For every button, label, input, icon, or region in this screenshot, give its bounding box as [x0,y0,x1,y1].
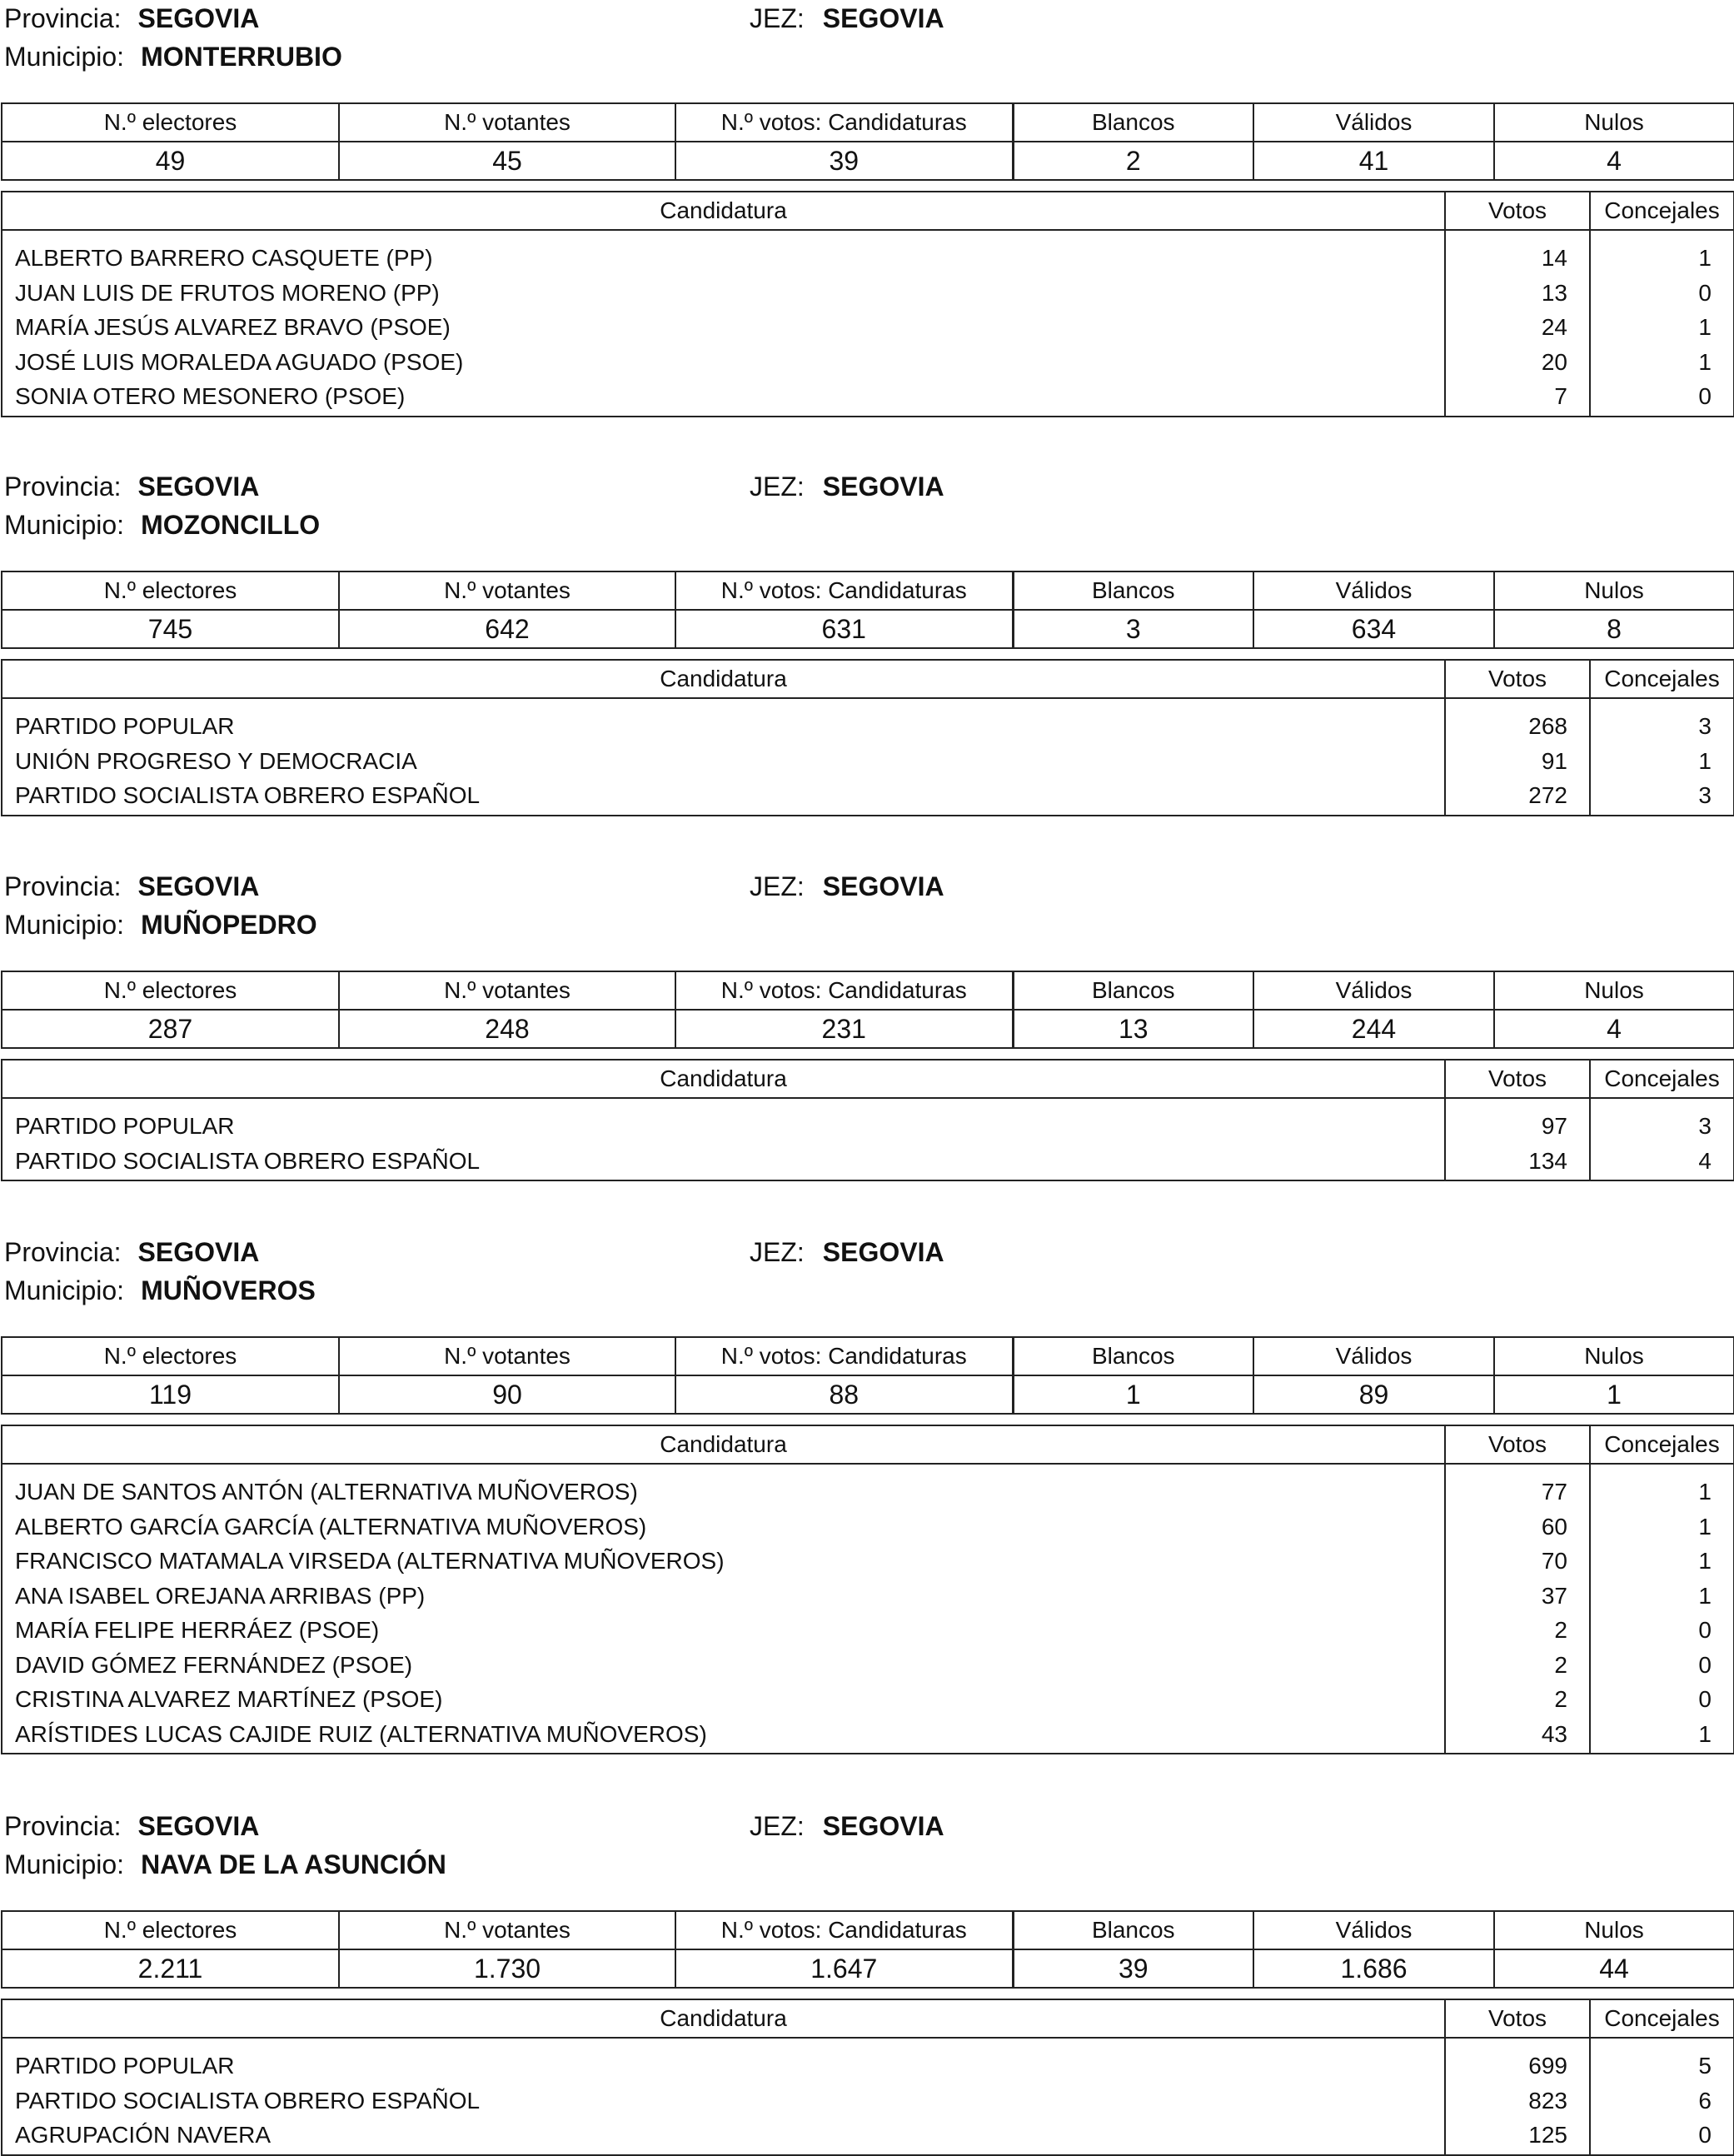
blancos-header: Blancos [1013,971,1253,1010]
votos-candidaturas-header: N.º votos: Candidaturas [675,103,1013,142]
candidate-concejales: 1 [1698,314,1712,340]
jez-line [750,1810,944,1842]
candidate-concejales: 0 [1698,279,1712,306]
municipio-value: MOZONCILLO [141,510,321,540]
electores-value: 287 [2,1010,339,1048]
votos-candidaturas-value: 39 [675,142,1013,180]
nulos-value: 44 [1494,1949,1734,1988]
stats-table [1,1336,1734,1415]
candidate-name: SONIA OTERO MESONERO (PSOE) [15,383,406,409]
nulos-header: Nulos [1494,1911,1734,1949]
candidate-concejales-cell [1590,1098,1734,1180]
nulos-value: 4 [1494,142,1734,180]
nulos-header: Nulos [1494,103,1734,142]
candidates-body-row [2,1464,1734,1754]
candidate-name: PARTIDO POPULAR [15,2053,235,2079]
candidate-name: FRANCISCO MATAMALA VIRSEDA (ALTERNATIVA MUÑOVEROS) [15,1548,725,1574]
votos-candidaturas-header: N.º votos: Candidaturas [675,571,1013,610]
candidate-name: MARÍA JESÚS ALVAREZ BRAVO (PSOE) [15,314,451,340]
candidates-table [1,191,1734,417]
candidate-name: PARTIDO SOCIALISTA OBRERO ESPAÑOL [15,782,481,808]
candidate-concejales-cell [1590,698,1734,816]
nulos-value: 4 [1494,1010,1734,1048]
validos-header: Válidos [1253,971,1494,1010]
candidate-name: DAVID GÓMEZ FERNÁNDEZ (PSOE) [15,1651,413,1678]
votantes-value: 1.730 [339,1949,675,1988]
jez-label: JEZ: [750,1237,805,1267]
votantes-value: 90 [339,1375,675,1414]
provincia-value: SEGOVIA [137,472,260,502]
validos-value: 244 [1253,1010,1494,1048]
provincia-value: SEGOVIA [137,1811,260,1841]
candidate-concejales: 0 [1698,1686,1712,1712]
candidate-votos: 14 [1541,245,1567,271]
candidate-name: AGRUPACIÓN NAVERA [15,2122,272,2148]
candidates-header-row [2,192,1734,230]
votos-candidaturas-value: 231 [675,1010,1013,1048]
candidate-names-cell [2,698,1445,816]
candidate-names-cell [2,2038,1445,2155]
votos-candidaturas-value: 631 [675,610,1013,648]
votos-header: Votos [1445,1999,1590,2038]
candidate-votos: 7 [1554,383,1567,409]
candidate-concejales-cell [1590,230,1734,417]
municipio-line [4,1849,446,1880]
provincia-line [4,1236,259,1268]
municipio-value: MONTERRUBIO [141,42,342,72]
electores-header: N.º electores [2,1911,339,1949]
candidates-table [1,1999,1734,2156]
municipio-line [4,909,317,941]
candidate-votos: 43 [1541,1720,1567,1747]
candidate-concejales: 1 [1698,1548,1712,1574]
validos-value: 89 [1253,1375,1494,1414]
validos-header: Válidos [1253,103,1494,142]
stats-table [1,102,1734,181]
jez-line [750,1236,944,1268]
candidate-name: MARÍA FELIPE HERRÁEZ (PSOE) [15,1617,380,1643]
electores-value: 2.211 [2,1949,339,1988]
candidate-concejales: 1 [1698,348,1712,375]
candidate-name: PARTIDO SOCIALISTA OBRERO ESPAÑOL [15,1147,481,1174]
candidate-votos: 125 [1528,2122,1567,2148]
candidate-name: JUAN LUIS DE FRUTOS MORENO (PP) [15,279,440,306]
blancos-value: 3 [1013,610,1253,648]
electores-value: 119 [2,1375,339,1414]
votos-header: Votos [1445,1425,1590,1464]
jez-label: JEZ: [750,472,805,502]
votantes-value: 45 [339,142,675,180]
candidate-names-cell [2,1098,1445,1180]
candidate-votos: 134 [1528,1147,1567,1174]
candidate-votos-cell [1445,1464,1590,1754]
candidate-concejales: 5 [1698,2053,1712,2079]
candidates-header-row [2,1425,1734,1464]
provincia-line [4,1810,259,1842]
candidate-votos: 268 [1528,713,1567,739]
electores-header: N.º electores [2,571,339,610]
candidate-votos-cell [1445,698,1590,816]
candidates-body-row [2,1098,1734,1180]
blancos-header: Blancos [1013,103,1253,142]
candidatura-header: Candidatura [2,660,1445,698]
votos-candidaturas-header: N.º votos: Candidaturas [675,971,1013,1010]
nulos-value: 8 [1494,610,1734,648]
municipio-label: Municipio: [4,1275,125,1305]
candidates-header-row [2,660,1734,698]
candidate-concejales: 1 [1698,1582,1712,1609]
stats-table [1,1910,1734,1989]
nulos-value: 1 [1494,1375,1734,1414]
blancos-value: 13 [1013,1010,1253,1048]
candidate-votos: 97 [1541,1113,1567,1139]
votos-candidaturas-header: N.º votos: Candidaturas [675,1911,1013,1949]
jez-value: SEGOVIA [822,3,944,33]
municipio-value: NAVA DE LA ASUNCIÓN [141,1849,446,1879]
candidate-votos-cell [1445,1098,1590,1180]
candidate-votos: 2 [1554,1651,1567,1678]
concejales-header: Concejales [1590,1060,1734,1098]
votantes-value: 248 [339,1010,675,1048]
candidate-votos: 699 [1528,2053,1567,2079]
validos-value: 1.686 [1253,1949,1494,1988]
candidate-names-cell [2,1464,1445,1754]
jez-line [750,871,944,902]
candidate-name: ALBERTO BARRERO CASQUETE (PP) [15,245,433,271]
validos-header: Válidos [1253,1337,1494,1375]
candidate-concejales: 0 [1698,383,1712,409]
jez-label: JEZ: [750,1811,805,1841]
candidate-votos: 2 [1554,1686,1567,1712]
stats-value-row [2,142,1734,180]
electores-value: 745 [2,610,339,648]
candidate-name: PARTIDO POPULAR [15,1113,235,1139]
candidate-votos: 24 [1541,314,1567,340]
jez-value: SEGOVIA [822,1811,944,1841]
votos-candidaturas-value: 1.647 [675,1949,1013,1988]
candidate-votos-cell [1445,230,1590,417]
concejales-header: Concejales [1590,1999,1734,2038]
provincia-label: Provincia: [4,1237,122,1267]
municipio-line [4,41,342,72]
candidate-votos-cell [1445,2038,1590,2155]
candidates-body-row [2,2038,1734,2155]
provincia-value: SEGOVIA [137,3,260,33]
electores-header: N.º electores [2,103,339,142]
municipio-value: MUÑOVEROS [141,1275,316,1305]
votos-header: Votos [1445,660,1590,698]
candidate-concejales-cell [1590,2038,1734,2155]
nulos-header: Nulos [1494,1337,1734,1375]
candidates-header-row [2,1999,1734,2038]
blancos-value: 2 [1013,142,1253,180]
candidate-name: ALBERTO GARCÍA GARCÍA (ALTERNATIVA MUÑOVEROS) [15,1513,647,1540]
stats-table [1,571,1734,649]
candidate-concejales: 0 [1698,2122,1712,2148]
stats-header-row [2,103,1734,142]
candidate-concejales: 3 [1698,1113,1712,1139]
provincia-line [4,471,259,502]
candidate-names-cell [2,230,1445,417]
candidate-concejales: 1 [1698,1720,1712,1747]
municipio-line [4,509,320,541]
candidates-body-row [2,698,1734,816]
votos-candidaturas-value: 88 [675,1375,1013,1414]
candidate-concejales: 0 [1698,1617,1712,1643]
votos-header: Votos [1445,1060,1590,1098]
validos-value: 41 [1253,142,1494,180]
blancos-header: Blancos [1013,571,1253,610]
candidate-name: CRISTINA ALVAREZ MARTÍNEZ (PSOE) [15,1686,443,1712]
municipio-label: Municipio: [4,910,125,940]
votantes-header: N.º votantes [339,103,675,142]
candidate-votos: 2 [1554,1617,1567,1643]
candidate-name: ARÍSTIDES LUCAS CAJIDE RUIZ (ALTERNATIVA MUÑOVEROS) [15,1720,707,1747]
blancos-value: 1 [1013,1375,1253,1414]
candidate-concejales: 0 [1698,1651,1712,1678]
candidates-header-row [2,1060,1734,1098]
provincia-line [4,2,259,34]
nulos-header: Nulos [1494,971,1734,1010]
candidate-votos: 37 [1541,1582,1567,1609]
nulos-header: Nulos [1494,571,1734,610]
candidate-votos: 70 [1541,1548,1567,1574]
votantes-header: N.º votantes [339,571,675,610]
concejales-header: Concejales [1590,192,1734,230]
candidate-concejales-cell [1590,1464,1734,1754]
votantes-header: N.º votantes [339,971,675,1010]
electores-header: N.º electores [2,971,339,1010]
stats-header-row [2,571,1734,610]
provincia-value: SEGOVIA [137,871,260,901]
candidatura-header: Candidatura [2,1425,1445,1464]
provincia-label: Provincia: [4,871,122,901]
candidates-table [1,1059,1734,1181]
stats-header-row [2,971,1734,1010]
validos-value: 634 [1253,610,1494,648]
electores-value: 49 [2,142,339,180]
jez-value: SEGOVIA [822,1237,944,1267]
blancos-header: Blancos [1013,1911,1253,1949]
votantes-header: N.º votantes [339,1337,675,1375]
candidates-table [1,659,1734,816]
candidate-concejales: 3 [1698,782,1712,808]
blancos-header: Blancos [1013,1337,1253,1375]
municipio-value: MUÑOPEDRO [141,910,317,940]
candidate-name: PARTIDO POPULAR [15,713,235,739]
jez-line [750,471,944,502]
municipio-label: Municipio: [4,42,125,72]
municipio-label: Municipio: [4,1849,125,1879]
candidatura-header: Candidatura [2,1999,1445,2038]
jez-label: JEZ: [750,3,805,33]
stats-header-row [2,1911,1734,1949]
electores-header: N.º electores [2,1337,339,1375]
candidate-votos: 20 [1541,348,1567,375]
candidate-concejales: 1 [1698,747,1712,774]
candidate-votos: 77 [1541,1479,1567,1505]
jez-label: JEZ: [750,871,805,901]
stats-table [1,971,1734,1049]
municipio-line [4,1275,316,1306]
provincia-value: SEGOVIA [137,1237,260,1267]
provincia-line [4,871,259,902]
candidate-votos: 272 [1528,782,1567,808]
provincia-label: Provincia: [4,1811,122,1841]
candidate-concejales: 1 [1698,1513,1712,1540]
municipio-label: Municipio: [4,510,125,540]
candidate-name: PARTIDO SOCIALISTA OBRERO ESPAÑOL [15,2087,481,2114]
candidate-concejales: 3 [1698,713,1712,739]
votantes-value: 642 [339,610,675,648]
provincia-label: Provincia: [4,472,122,502]
concejales-header: Concejales [1590,660,1734,698]
votantes-header: N.º votantes [339,1911,675,1949]
provincia-label: Provincia: [4,3,122,33]
candidate-votos: 60 [1541,1513,1567,1540]
candidates-table [1,1425,1734,1754]
candidate-concejales: 1 [1698,1479,1712,1505]
jez-line [750,2,944,34]
concejales-header: Concejales [1590,1425,1734,1464]
candidate-name: JUAN DE SANTOS ANTÓN (ALTERNATIVA MUÑOVEROS) [15,1479,638,1505]
validos-header: Válidos [1253,1911,1494,1949]
stats-value-row [2,610,1734,648]
candidate-concejales: 6 [1698,2087,1712,2114]
candidate-votos: 91 [1541,747,1567,774]
stats-value-row [2,1375,1734,1414]
candidate-name: ANA ISABEL OREJANA ARRIBAS (PP) [15,1582,426,1609]
candidatura-header: Candidatura [2,192,1445,230]
candidate-name: UNIÓN PROGRESO Y DEMOCRACIA [15,747,417,774]
stats-header-row [2,1337,1734,1375]
candidate-votos: 823 [1528,2087,1567,2114]
candidate-concejales: 1 [1698,245,1712,271]
stats-value-row [2,1949,1734,1988]
blancos-value: 39 [1013,1949,1253,1988]
validos-header: Válidos [1253,571,1494,610]
candidate-votos: 13 [1541,279,1567,306]
candidate-concejales: 4 [1698,1147,1712,1174]
candidates-body-row [2,230,1734,417]
votos-candidaturas-header: N.º votos: Candidaturas [675,1337,1013,1375]
candidatura-header: Candidatura [2,1060,1445,1098]
candidate-name: JOSÉ LUIS MORALEDA AGUADO (PSOE) [15,348,464,375]
jez-value: SEGOVIA [822,472,944,502]
jez-value: SEGOVIA [822,871,944,901]
votos-header: Votos [1445,192,1590,230]
stats-value-row [2,1010,1734,1048]
